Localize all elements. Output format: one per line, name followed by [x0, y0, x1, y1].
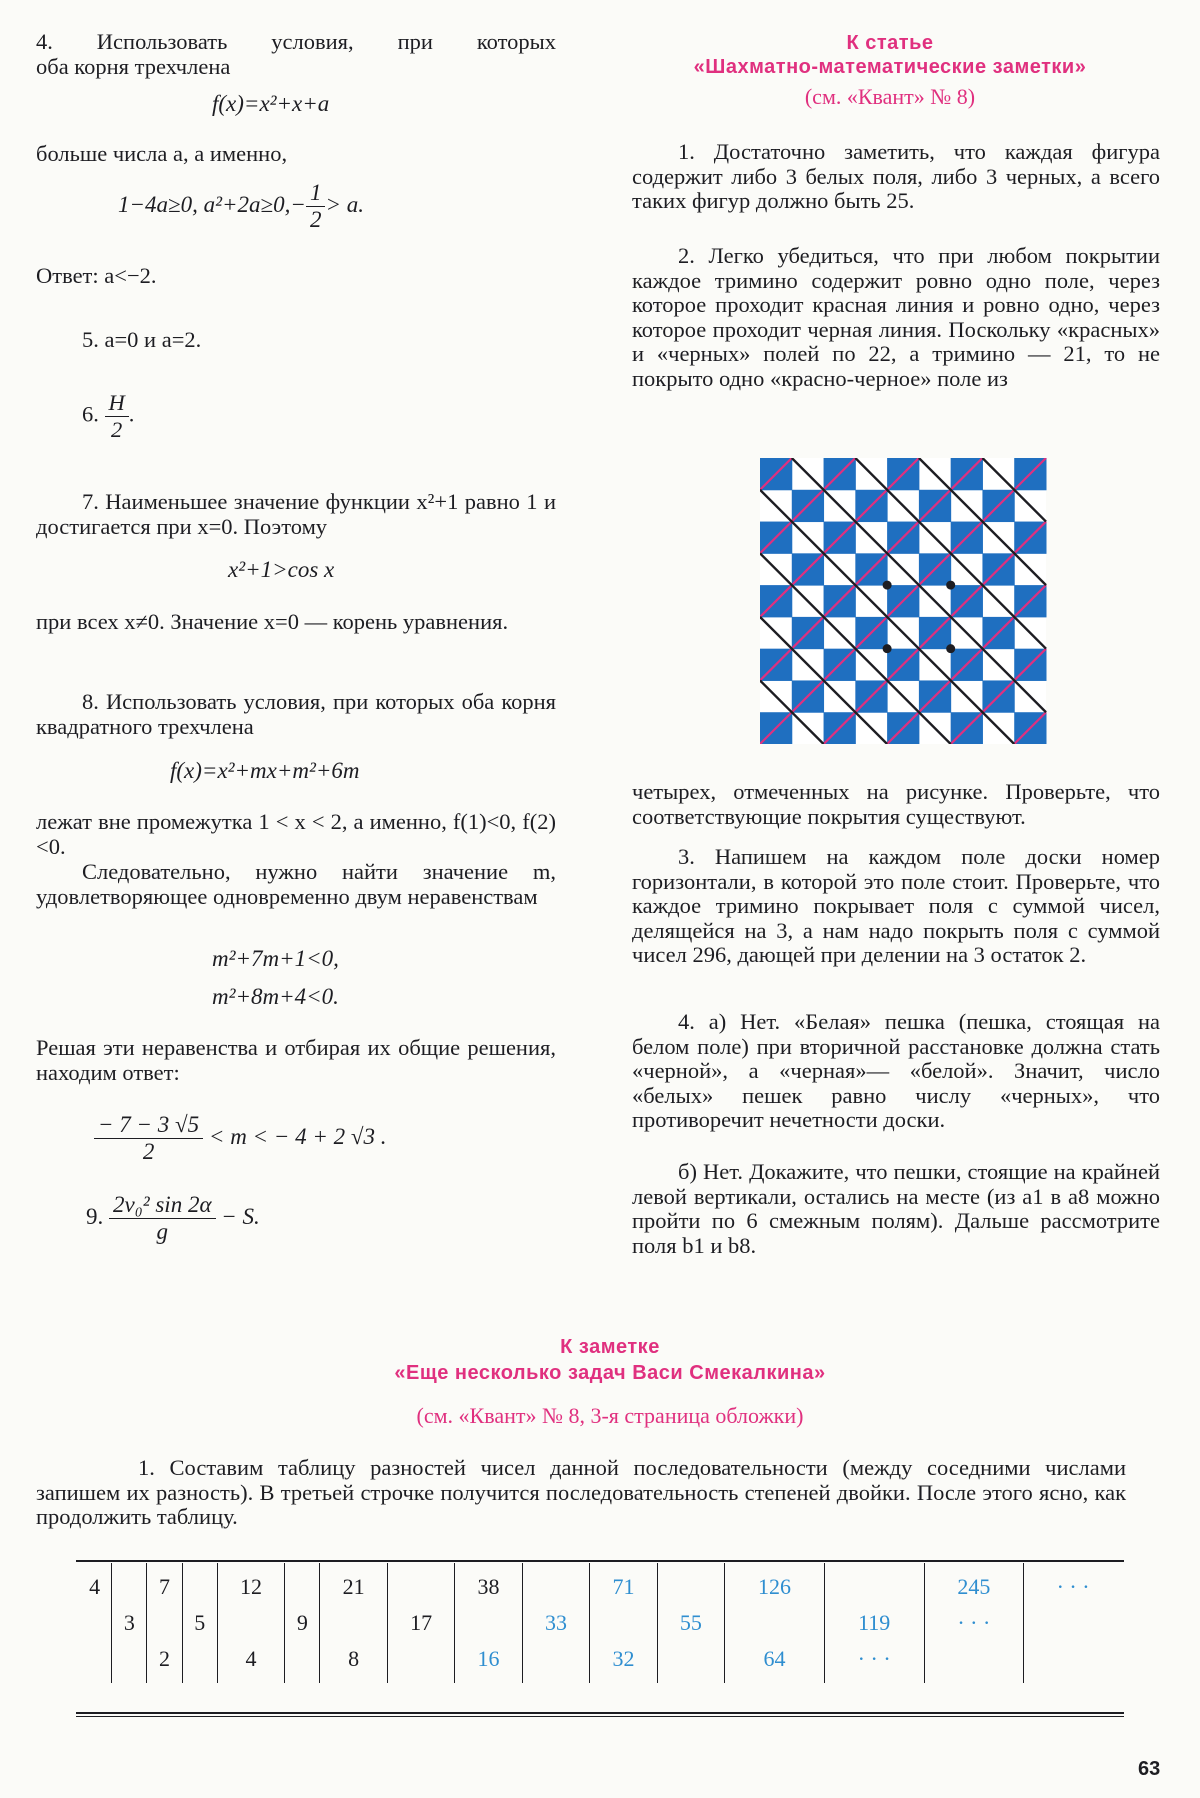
table-cell: [387, 1641, 454, 1683]
left-p8-formula: f(x)=x²+mx+m²+6m: [170, 758, 360, 783]
table-cell: 7: [147, 1563, 182, 1605]
table-bottom-rule: [76, 1712, 1124, 1714]
left-p4-line2: оба корня трехчлена: [36, 54, 231, 79]
p8-answer-rest: < m < − 4 + 2 √3 .: [208, 1123, 387, 1149]
table-cell: [522, 1563, 589, 1605]
table-cell: 12: [217, 1563, 284, 1605]
table-cell: 38: [455, 1563, 522, 1605]
table-cell: [147, 1605, 182, 1641]
table-cell: 119: [824, 1605, 924, 1641]
table-cell: 55: [657, 1605, 724, 1641]
frac-den: 2: [142, 1139, 155, 1164]
table-cell: [217, 1605, 284, 1641]
left-p4-cond-text: 1−4a≥0, a²+2a≥0,−: [118, 191, 306, 217]
p6-dot: .: [128, 401, 135, 427]
left-p8-ineq1: m²+7m+1<0,: [212, 946, 339, 971]
table-cell: [455, 1605, 522, 1641]
table-cell: 4: [89, 1574, 101, 1599]
table-cell: [657, 1563, 724, 1605]
table-cell: 21: [320, 1563, 387, 1605]
right-r3: 3. Напишем на каждом поле доски номер горизонтали, в которой это поле стоит. Проверьте, что каждое тримино покрывает поля с суммой чисел, делящейся на 3, а нам надо покрыть поля с суммой чисел 296, дающей при делении на 3 остаток 2.: [632, 844, 1160, 967]
frac-den: 2: [111, 417, 123, 442]
left-p4-frac: [306, 180, 326, 233]
table-cell: [182, 1641, 217, 1683]
frac-num: H: [105, 390, 129, 417]
right-r2: 2. Легко убедиться, что при любом покрытии каждое тримино содержит ровно одно поле, через которое проходит красная линия и ровно одно, через которое проходит черная линия. Поскольку «красных» и «черных» полей по 22, а тримино — 21, то не покрыто одно «красно-черное» поле из: [632, 243, 1160, 391]
table-cell: [78, 1605, 112, 1641]
left-p8-text: 8. Использовать условия, при которых оба корня квадратного трехчлена: [36, 689, 556, 739]
left-p8-text3: Следовательно, нужно найти значение m, удовлетворяющее одновременно двум неравенствам: [36, 859, 556, 909]
table-cell: [590, 1605, 657, 1641]
table-cell: [725, 1605, 825, 1641]
left-p4-formula: f(x)=x²+x+a: [212, 91, 330, 116]
left-p6: [82, 390, 282, 443]
left-p8-text4: Решая эти неравенства и отбирая их общие решения, находим ответ:: [36, 1035, 556, 1085]
left-p4-answer: Ответ: a<−2.: [36, 263, 157, 288]
right-r1: 1. Достаточно заметить, что каждая фигура содержит либо 3 белых поля, либо 3 черных, а всего таких фигур должно быть 25.: [632, 139, 1160, 213]
bottom-b1: 1. Составим таблицу разностей чисел данной последовательности (между соседними числами запишем их разность). В третьей строчке получится последовательность степеней двойки. После этого ясно, как продолжить таблицу.: [36, 1455, 1126, 1529]
table-cell: 64: [725, 1641, 825, 1683]
marked-point: [883, 644, 892, 653]
left-p8-ineq2: m²+8m+4<0.: [212, 984, 339, 1009]
table-cell: 17: [387, 1605, 454, 1641]
frac-num: 2v₀² sin 2α: [109, 1192, 216, 1219]
left-p7-text2: при всех x≠0. Значение x=0 — корень уравнения.: [36, 609, 509, 634]
p9-number: 9.: [86, 1203, 104, 1229]
table-cell: [824, 1563, 924, 1605]
p6-number: 6.: [82, 401, 99, 427]
table-cell: 2: [147, 1641, 182, 1683]
table-row: [78, 1641, 1122, 1683]
marked-point: [883, 581, 892, 590]
table-cell: · · ·: [824, 1641, 924, 1683]
table-bottom-rule-2: [76, 1716, 1124, 1717]
left-p4-cond: [118, 180, 364, 233]
bottom-header-3: (см. «Квант» № 8, 3-я страница обложки): [416, 1403, 804, 1428]
bottom-header-2: «Еще несколько задач Васи Смекалкина»: [394, 1362, 826, 1384]
table-cell: 71: [590, 1563, 657, 1605]
p9-rest: − S.: [221, 1203, 260, 1229]
left-p5: 5. a=0 и a=2.: [82, 327, 202, 352]
table-cell: 9: [285, 1605, 320, 1641]
table-cell: 3: [112, 1605, 147, 1641]
left-p4-line1: 4. Использовать условия, при которых: [36, 29, 556, 54]
bottom-header-1: К заметке: [560, 1336, 660, 1358]
left-p9: [86, 1192, 260, 1245]
table-cell: 8: [320, 1641, 387, 1683]
table-cell: [1024, 1605, 1122, 1641]
left-p7-text: 7. Наименьшее значение функции x²+1 равно 1 и достигается при x=0. Поэтому: [36, 489, 556, 539]
frac-num: − 7 − 3 √5: [94, 1112, 203, 1139]
table-cell: [657, 1641, 724, 1683]
table-row: [78, 1563, 1122, 1605]
table-cell: [387, 1563, 454, 1605]
left-p7-formula: x²+1>cos x: [228, 557, 335, 582]
frac-num: 1: [306, 180, 326, 207]
p9-frac: [109, 1192, 216, 1245]
right-header-2: «Шахматно-математические заметки»: [693, 56, 1087, 78]
right-header-1: К статье: [846, 32, 934, 54]
table-cell: [78, 1641, 112, 1683]
right-header-3: (см. «Квант» № 8): [804, 84, 976, 109]
table-cell: [112, 1641, 147, 1683]
table-cell: [1024, 1641, 1122, 1683]
table-cell: · · ·: [1024, 1563, 1122, 1605]
right-r4b: б) Нет. Докажите, что пешки, стоящие на крайней левой вертикали, остались на месте (из a1 в a8 можно пройти по 6 смежным полям). Дальше рассмотрите поля b1 и b8.: [632, 1159, 1160, 1258]
right-r2b: четырех, отмеченных на рисунке. Проверьте, что соответствующие покрытия существуют.: [632, 779, 1160, 829]
table-cell: 33: [522, 1605, 589, 1641]
left-p4-cond-end: > a.: [325, 191, 364, 217]
left-p4-more: больше числа a, а именно,: [36, 141, 288, 166]
table-cell: [320, 1605, 387, 1641]
table-cell: 4: [217, 1641, 284, 1683]
table-cell: [924, 1641, 1024, 1683]
table-cell: 245: [924, 1563, 1024, 1605]
left-p8-text2: лежат вне промежутка 1 < x < 2, а именно, f(1)<0, f(2)<0.: [36, 809, 556, 859]
right-r4a: 4. а) Нет. «Белая» пешка (пешка, стоящая на белом поле) при вторичной расстановке должна стать «черной», а «черная»— «белой». Значит, число «белых» пешек равно числу «черных», что противоречит нечетности доски.: [632, 1009, 1160, 1132]
table-top-rule: [76, 1560, 1124, 1562]
marked-point: [946, 644, 955, 653]
left-p8-answer: [94, 1112, 387, 1165]
table-cell: [285, 1641, 320, 1683]
table-cell: 126: [725, 1563, 825, 1605]
table-cell: [182, 1563, 217, 1605]
table-cell: 16: [455, 1641, 522, 1683]
table-cell: [112, 1563, 147, 1605]
p6-frac: [105, 390, 129, 443]
p8-answer-frac: [94, 1112, 203, 1165]
frac-den: g: [156, 1219, 168, 1244]
frac-den: 2: [309, 207, 322, 232]
table-row: [78, 1605, 1122, 1641]
table-cell: [285, 1563, 320, 1605]
chessboard-figure: [760, 458, 1050, 744]
table-cell: 32: [590, 1641, 657, 1683]
differences-table: [78, 1563, 1122, 1683]
table-cell: [522, 1641, 589, 1683]
page-number: 63: [1138, 1758, 1161, 1780]
table-cell: · · ·: [924, 1605, 1024, 1641]
table-cell: 5: [182, 1605, 217, 1641]
marked-point: [946, 581, 955, 590]
